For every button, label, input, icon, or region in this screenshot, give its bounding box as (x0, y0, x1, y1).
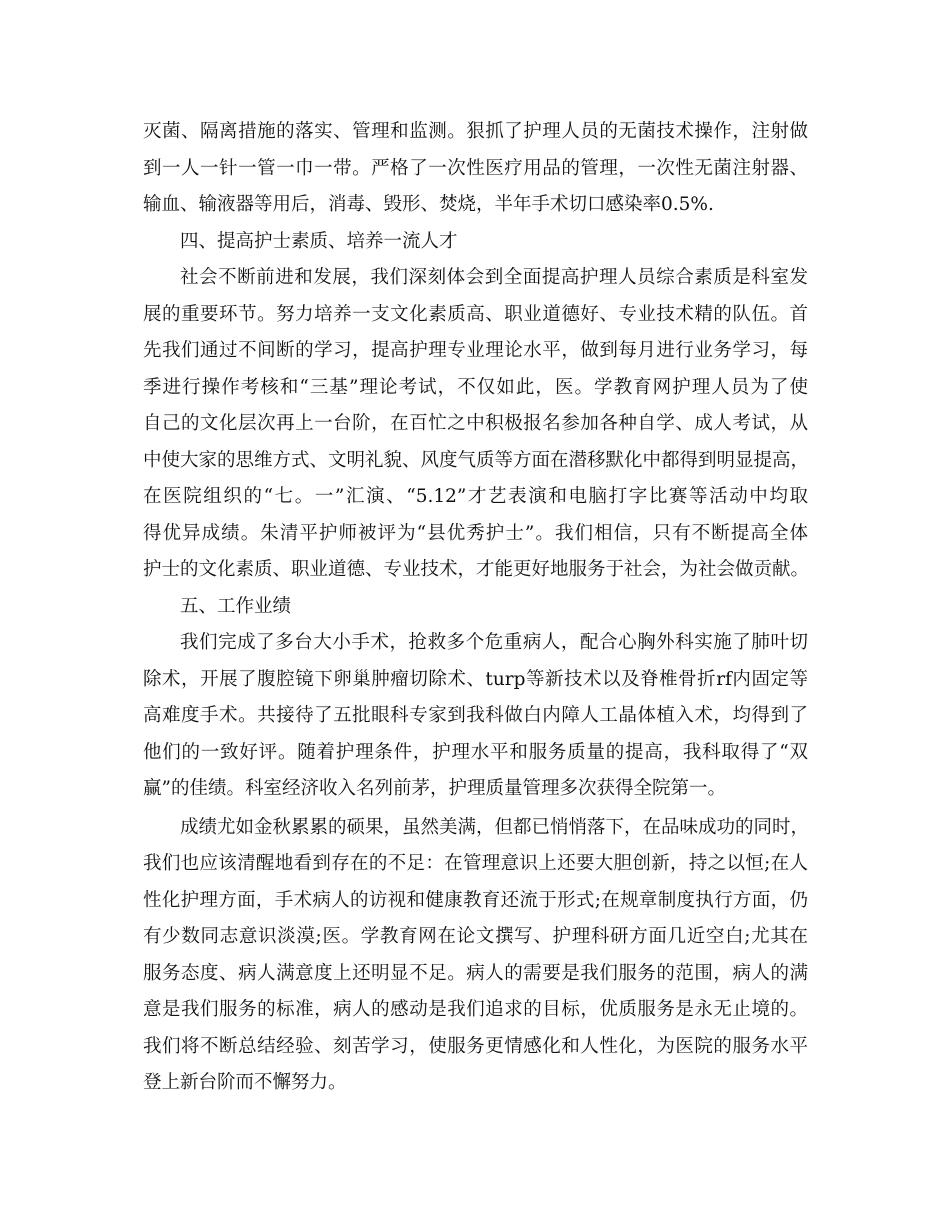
text-line: 自己的文化层次再上一台阶，在百忙之中积极报名参加各种自学、成人考试，从 (143, 413, 808, 434)
text-line: 我们将不断总结经验、刻苦学习，使服务更情感化和人性化，为医院的服务水平 (143, 1035, 808, 1057)
text-line: 到一人一针一管一巾一带。严格了一次性医疗用品的管理，一次性无菌注射器、 (143, 157, 808, 179)
text-line: 性化护理方面，手术病人的访视和健康教育还流于形式;在规章制度执行方面，仍 (143, 889, 808, 911)
text-line: 服务态度、病人满意度上还明显不足。病人的需要是我们服务的范围，病人的满 (143, 962, 808, 984)
text-line: 展的重要环节。努力培养一支文化素质高、职业道德好、专业技术精的队伍。首 (143, 303, 808, 325)
text-line: 我们完成了多台大小手术，抢救多个危重病人，配合心胸外科实施了肺叶切 (180, 632, 808, 653)
text-line: 季进行操作考核和“三基”理论考试，不仅如此，医。学教育网护理人员为了使 (143, 376, 808, 398)
text-line: 成绩尤如金秋累累的硕果，虽然美满，但都已悄悄落下，在品味成功的同时， (180, 816, 810, 838)
text-line: 护士的文化素质、职业道德、专业技术，才能更好地服务于社会，为社会做贡献。 (143, 559, 810, 580)
text-line: 得优异成绩。朱清平护师被评为“县优秀护士”。我们相信，只有不断提高全体 (143, 522, 808, 544)
text-line: 赢”的佳绩。科室经济收入名列前茅，护理质量管理多次获得全院第一。 (143, 778, 726, 799)
text-line: 中使大家的思维方式、文明礼貌、风度气质等方面在潜移默化中都得到明显提高， (143, 449, 810, 471)
text-line: 社会不断前进和发展，我们深刻体会到全面提高护理人员综合素质是科室发 (180, 267, 808, 288)
text-line: 在医院组织的“七。一”汇演、“5.12”才艺表演和电脑打字比赛等活动中均取 (143, 486, 808, 507)
text-line: 登上新台阶而不懈努力。 (143, 1072, 347, 1093)
text-line: 除术，开展了腹腔镜下卵巢肿瘤切除术、turp等新技术以及脊椎骨折rf内固定等 (143, 668, 808, 690)
text-line: 有少数同志意识淡漠;医。学教育网在论文撰写、护理科研方面几近空白;尤其在 (143, 926, 808, 947)
text-line: 高难度手术。共接待了五批眼科专家到我科做白内障人工晶体植入术，均得到了 (143, 705, 808, 726)
text-line: 我们也应该清醒地看到存在的不足：在管理意识上还要大胆创新，持之以恒;在人 (143, 853, 808, 874)
document-body (143, 114, 808, 1102)
section-heading: 五、工作业绩 (180, 595, 292, 617)
text-line: 先我们通过不间断的学习，提高护理专业理论水平，做到每月进行业务学习，每 (143, 340, 808, 361)
text-line: 他们的一致好评。随着护理条件，护理水平和服务质量的提高，我科取得了“双 (143, 741, 808, 763)
text-line: 灭菌、隔离措施的落实、管理和监测。狠抓了护理人员的无菌技术操作，注射做 (143, 121, 808, 142)
text-line: 意是我们服务的标准，病人的感动是我们追求的目标，优质服务是永无止境的。 (143, 999, 808, 1020)
text-line: 输血、输液器等用后，消毒、毁形、焚烧，半年手术切口感染率0.5%. (143, 194, 714, 215)
section-heading: 四、提高护士素质、培养一流人才 (180, 230, 458, 252)
